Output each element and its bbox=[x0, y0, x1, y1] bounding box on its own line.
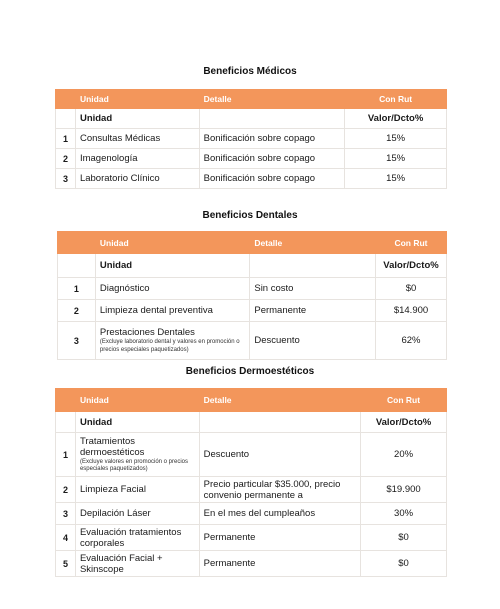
header-con-rut: Con Rut bbox=[376, 232, 447, 254]
table-row bbox=[56, 503, 447, 525]
table-row bbox=[56, 433, 447, 477]
table-row bbox=[56, 149, 447, 169]
row-unidad: Consultas Médicas bbox=[75, 129, 199, 149]
section-title-dentales: Beneficios Dentales bbox=[202, 210, 298, 221]
table-header bbox=[56, 389, 447, 412]
row-unidad-label: Tratamientos dermoestéticos bbox=[79, 435, 145, 458]
row-detalle: Bonificación sobre copago bbox=[199, 169, 345, 189]
subheader-unidad: Unidad bbox=[75, 109, 199, 129]
row-valor: $0 bbox=[376, 278, 447, 300]
section-title-medicos: Beneficios Médicos bbox=[203, 66, 297, 77]
row-number: 2 bbox=[56, 477, 76, 503]
row-valor: 30% bbox=[361, 503, 447, 525]
row-unidad: Evaluación Facial + Skinscope bbox=[75, 551, 199, 577]
row-unidad: Limpieza Facial bbox=[75, 477, 199, 503]
row-number: 4 bbox=[56, 525, 76, 551]
subheader-unidad: Unidad bbox=[75, 412, 199, 433]
row-valor: 15% bbox=[345, 129, 447, 149]
table-row bbox=[58, 322, 447, 360]
row-unidad: Imagenología bbox=[75, 149, 199, 169]
row-detalle: Permanente bbox=[199, 551, 360, 577]
row-number: 2 bbox=[56, 149, 76, 169]
header-detalle: Detalle bbox=[250, 232, 376, 254]
row-valor: 62% bbox=[376, 322, 447, 360]
header-con-rut: Con Rut bbox=[361, 389, 447, 412]
header-detalle: Detalle bbox=[199, 90, 345, 109]
row-unidad: Depilación Láser bbox=[75, 503, 199, 525]
table-header bbox=[56, 90, 447, 109]
table-row bbox=[58, 278, 447, 300]
table-row bbox=[56, 477, 447, 503]
header-unidad: Unidad bbox=[95, 232, 250, 254]
table-row bbox=[56, 551, 447, 577]
subheader-valor: Valor/Dcto% bbox=[361, 412, 447, 433]
row-detalle: Permanente bbox=[199, 525, 360, 551]
row-unidad: Diagnóstico bbox=[95, 278, 250, 300]
row-detalle: Precio particular $35.000, precio convenio permanente a bbox=[199, 477, 360, 503]
row-number: 1 bbox=[58, 278, 96, 300]
row-number: 2 bbox=[58, 300, 96, 322]
row-detalle: Descuento bbox=[199, 433, 360, 477]
table-header bbox=[58, 232, 447, 254]
row-unidad bbox=[75, 433, 199, 477]
row-note: (Excluye laboratorio dental y valores en promoción o precios especiales paquetizados) bbox=[99, 339, 240, 353]
row-valor: $14.900 bbox=[376, 300, 447, 322]
row-number: 1 bbox=[56, 129, 76, 149]
subheader-valor: Valor/Dcto% bbox=[345, 109, 447, 129]
row-number: 3 bbox=[58, 322, 96, 360]
row-note: (Excluye valores en promoción o precios especiales paquetizados) bbox=[79, 458, 189, 472]
row-detalle: Permanente bbox=[250, 300, 376, 322]
table-medicos bbox=[55, 89, 447, 189]
table-subheader bbox=[58, 254, 447, 278]
row-valor: 15% bbox=[345, 169, 447, 189]
row-unidad: Laboratorio Clínico bbox=[75, 169, 199, 189]
table-subheader bbox=[56, 109, 447, 129]
table-row bbox=[58, 300, 447, 322]
row-detalle: Bonificación sobre copago bbox=[199, 129, 345, 149]
table-row bbox=[56, 525, 447, 551]
row-valor: $0 bbox=[361, 525, 447, 551]
table-row bbox=[56, 169, 447, 189]
row-detalle: Bonificación sobre copago bbox=[199, 149, 345, 169]
row-unidad bbox=[95, 322, 250, 360]
header-con-rut: Con Rut bbox=[345, 90, 447, 109]
header-detalle: Detalle bbox=[199, 389, 360, 412]
header-unidad: Unidad bbox=[75, 389, 199, 412]
subheader-valor: Valor/Dcto% bbox=[376, 254, 447, 278]
table-subheader bbox=[56, 412, 447, 433]
row-unidad: Limpieza dental preventiva bbox=[95, 300, 250, 322]
row-unidad-label: Prestaciones Dentales bbox=[99, 327, 195, 338]
row-detalle: Sin costo bbox=[250, 278, 376, 300]
row-valor: 20% bbox=[361, 433, 447, 477]
row-valor: $19.900 bbox=[361, 477, 447, 503]
section-title-dermo: Beneficios Dermoestéticos bbox=[185, 366, 315, 377]
row-detalle: En el mes del cumpleaños bbox=[199, 503, 360, 525]
row-detalle: Descuento bbox=[250, 322, 376, 360]
table-dentales bbox=[57, 231, 447, 360]
row-valor: 15% bbox=[345, 149, 447, 169]
row-valor: $0 bbox=[361, 551, 447, 577]
row-unidad: Evaluación tratamientos corporales bbox=[75, 525, 199, 551]
table-dermo bbox=[55, 388, 447, 577]
row-number: 5 bbox=[56, 551, 76, 577]
subheader-unidad: Unidad bbox=[95, 254, 250, 278]
table-row bbox=[56, 129, 447, 149]
row-number: 3 bbox=[56, 503, 76, 525]
row-number: 1 bbox=[56, 433, 76, 477]
header-unidad: Unidad bbox=[75, 90, 199, 109]
row-number: 3 bbox=[56, 169, 76, 189]
